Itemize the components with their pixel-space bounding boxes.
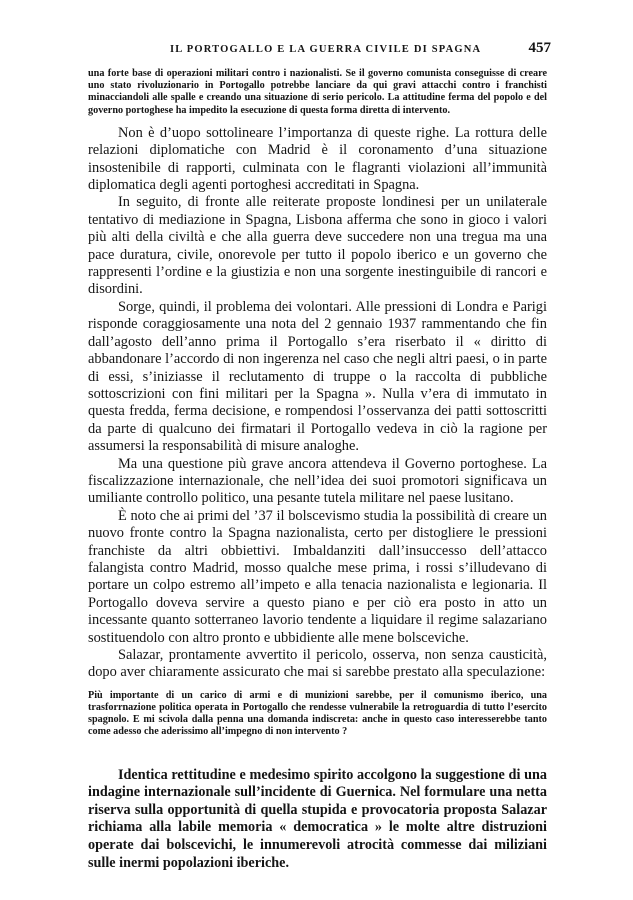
paragraph-2: In seguito, di fronte alle reiterate proposte londinesi per un unilaterale tentativo di mediazione in Spagna, Lisbona afferma che sono in gioco i valori più alti della civiltà e che alla guerra deve succedere non una tregua ma una pace duratura, civile, onorevole per tutto il popolo iberico e un governo che rappresenti l’ordine e la giustizia e non una sorgente inestinguibile di rancori e disordini. <box>88 194 547 298</box>
page-number: 457 <box>528 40 551 56</box>
paragraph-6: Salazar, prontamente avvertito il pericolo, osserva, non senza causticità, dopo aver chiaramente assicurato che mai si sarebbe prestato alla speculazione: <box>88 647 547 681</box>
block-quote-bottom: Più importante di un carico di armi e di munizioni sarebbe, per il comunismo iberico, una trasforrnazione politica operata in Portogallo che rendesse vulnerabile la retroguardia di tutto l’esercito spagnolo. E mi scivola dalla penna una domanda indiscreta: anche in questo caso interesserebbe tanto come adesso che aderissimo all’impegno di non intervento ? <box>88 689 547 738</box>
paragraph-4: Ma una questione più grave ancora attendeva il Governo portoghese. La fiscalizzazione internazionale, che nell’idea dei suoi promotori significava un umiliante controllo politico, una pesante tutela militare nel paese lusitano. <box>88 455 547 507</box>
paragraph-1: Non è d’uopo sottolineare l’importanza di queste righe. La rottura delle relazioni diplomatiche con Madrid è il coronamento d’una situazione insostenibile di rapporti, culminata con le flagranti violazioni all’immunità diplomatica degli agenti portoghesi accreditati in Spagna. <box>88 124 547 194</box>
block-quote-top: una forte base di operazioni militari contro i nazionalisti. Se il governo comunista conseguisse di creare uno stato rivoluzionario in Portogallo potrebbe lanciare da qui gravi attacchi contro i franchisti minacciandoli alle spalle e creando una situazione di serio pericolo. La attitudine ferma del popolo e del governo portoghese ha impedito la esecuzione di questa forma diretta di intervento. <box>88 68 547 116</box>
paragraph-final: Identica rettitudine e medesimo spirito accolgono la suggestione di una indagine internazionale sull’incidente di Guernica. Nel formulare una netta riserva sulla opportunità di quella stupida e provocatoria proposta Salazar richiama alla labile memoria « democratica » le molte altre distruzioni operate dai bolscevichi, le innumerevoli atrocità commesse dai miliziani sulle inermi popolazioni iberiche. <box>88 766 547 871</box>
paragraph-5: È noto che ai primi del ’37 il bolscevismo studia la possibilità di creare un nuovo fronte contro la Spagna nazionalista, certo per distogliere le pressioni franchiste da altri obbiettivi. Imbaldanziti dall’insuccesso dell’attacco falangista contro Madrid, mosso qualche mese prima, i rossi s’illudevano di portare un colpo estremo all’impeto e alla tenacia nazionalista e legionaria. Il Portogallo doveva servire a questo piano e per ciò era posto in atto un incessante quanto sotterraneo lavorio tendente a liquidare il regime salazariano sostituendolo con altro pronto e ubbidiente alle mene bolsceviche. <box>88 507 547 646</box>
running-title: IL PORTOGALLO E LA GUERRA CIVILE DI SPAGNA <box>170 44 482 55</box>
running-head <box>88 40 551 58</box>
paragraph-3: Sorge, quindi, il problema dei volontari. Alle pressioni di Londra e Parigi risponde coraggiosamente una nota del 2 gennaio 1937 rammentando che fin dall’agosto dell’anno prima il Portogallo s’era riserbato il « diritto di abbandonare l’accordo di non ingerenza nel caso che negli altri paesi, o in parte di essi, s’iniziasse il reclutamento di truppe o la raccolta di pubbliche sottoscrizioni con fini militari per la Spagna ». Nulla v’era di immutato in questa fredda, ferma decisione, e rompendosi l’osservanza dei patti sottoscritti da parte di qualcuno dei firmatari il Portogallo vedeva in ciò la ragione per assumersi la responsabilità di misure analoghe. <box>88 298 547 455</box>
